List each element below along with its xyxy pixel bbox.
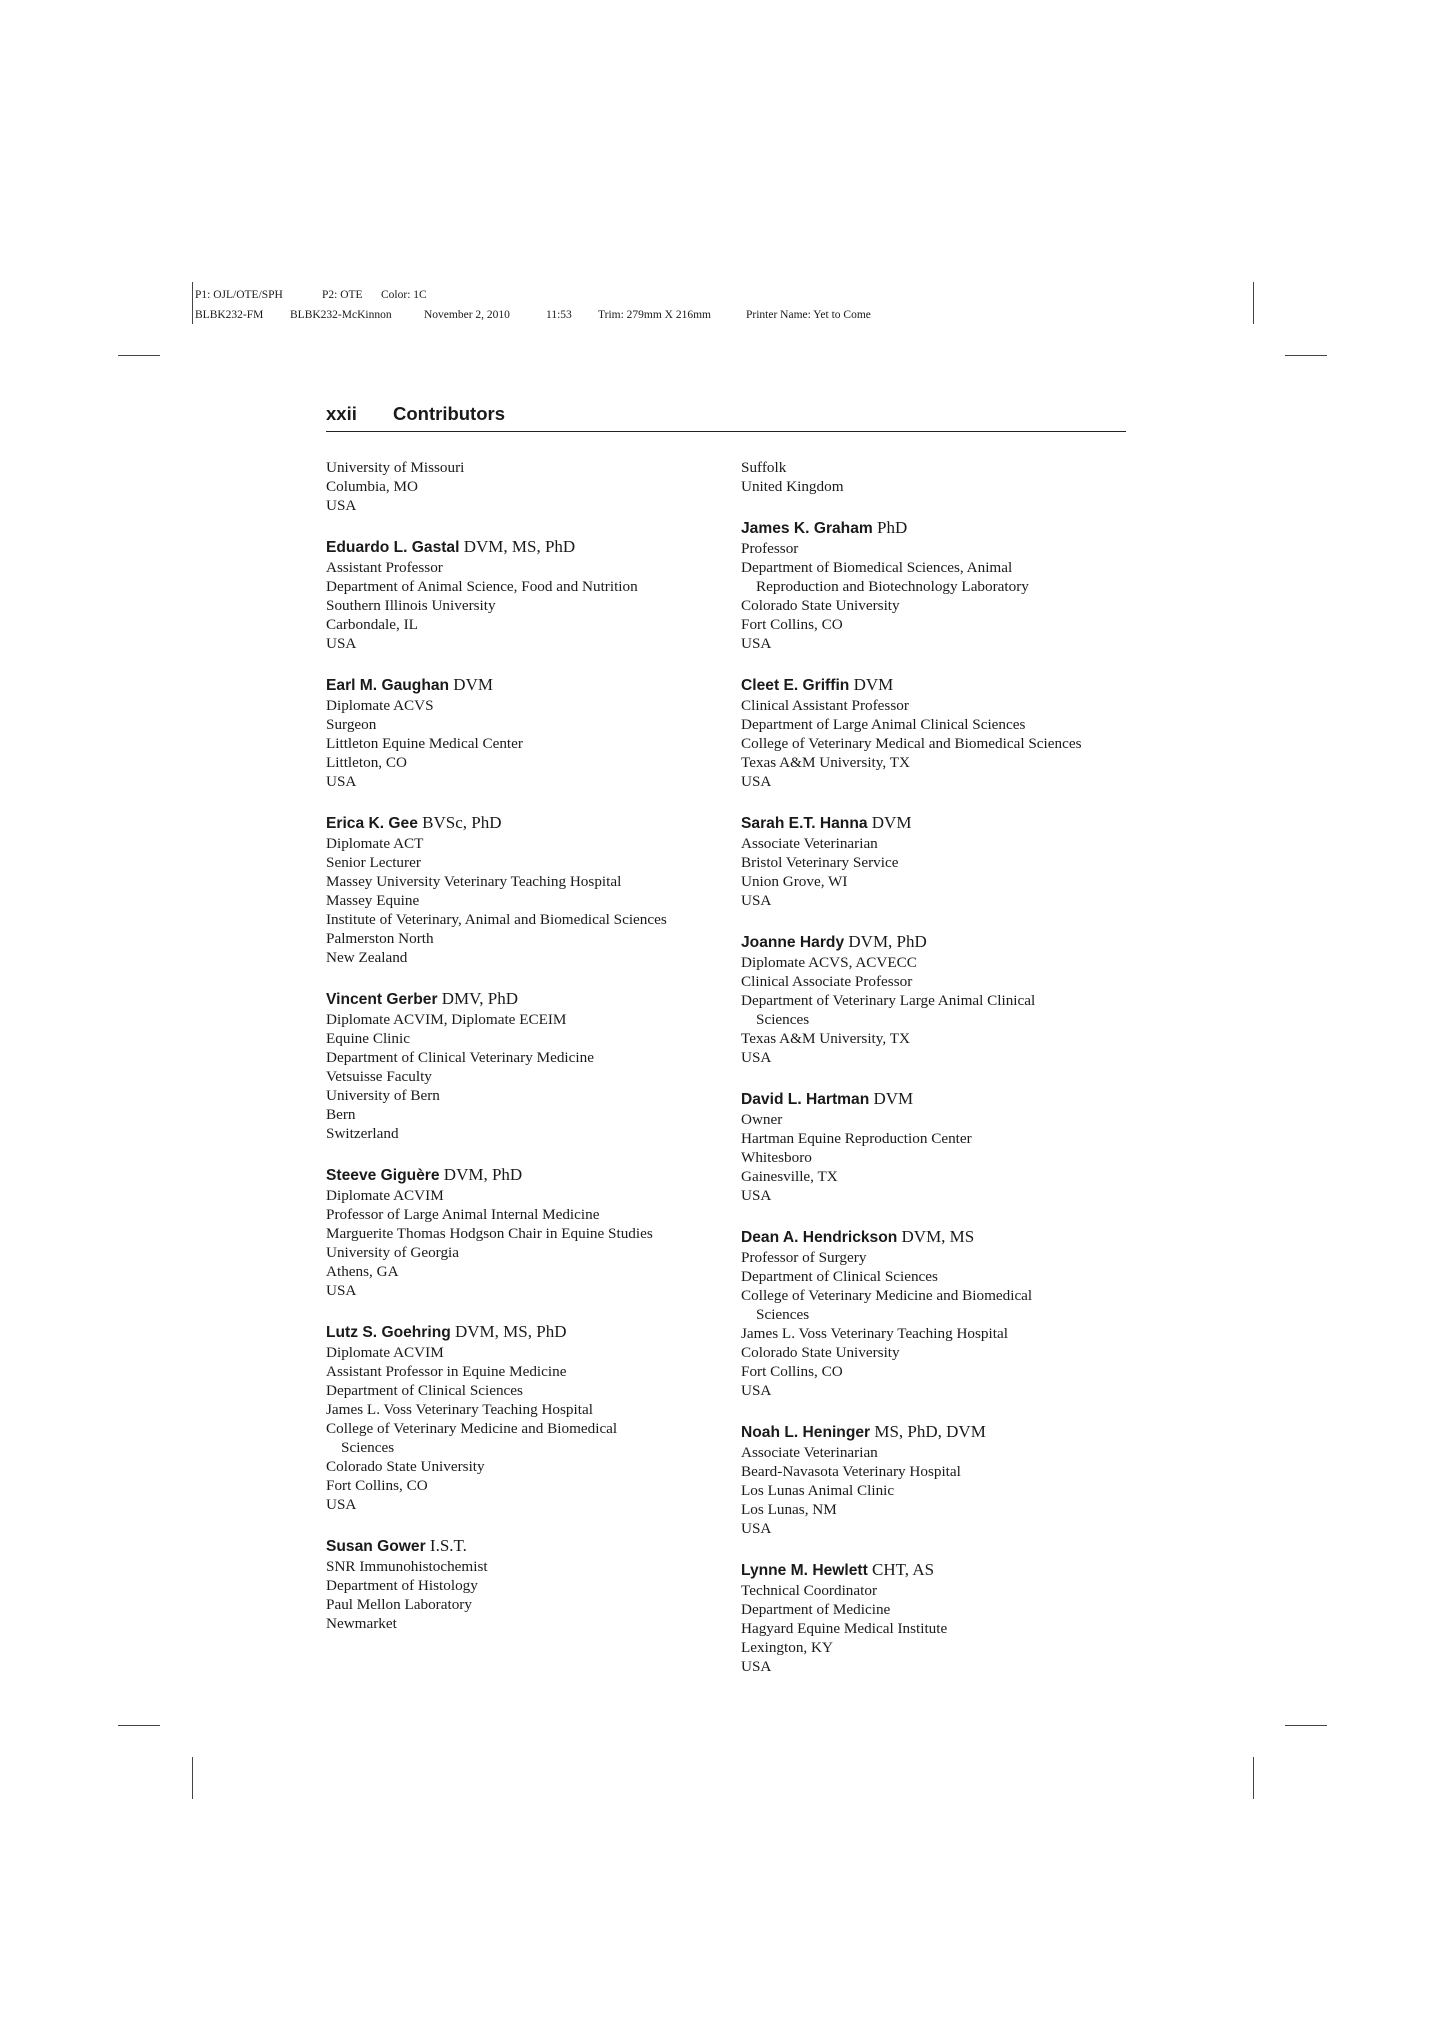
affiliation-line: Department of Veterinary Large Animal Clinical (741, 992, 1036, 1009)
contributor-entry (326, 674, 731, 791)
affiliation-line: Colorado State University (326, 1458, 485, 1475)
affiliation-line: Massey Equine (326, 892, 420, 909)
contributor-entry (741, 674, 1146, 791)
contributor-heading (326, 1321, 731, 1343)
contributor-heading (741, 517, 1146, 539)
contributor-entry (741, 1421, 1146, 1538)
affiliation-line: Department of Biomedical Sciences, Animal (741, 559, 1013, 576)
affiliation-line: Carbondale, IL (326, 616, 418, 633)
contributor-entry (741, 812, 1146, 910)
slug-text: Printer Name: Yet to Come (746, 309, 871, 321)
affiliation-line: Switzerland (326, 1125, 399, 1142)
contributor-entry-continued (741, 458, 1146, 496)
affiliation-line: Hagyard Equine Medical Institute (741, 1620, 948, 1637)
affiliation-line: Diplomate ACVS, ACVECC (741, 954, 917, 971)
contributor-entry (326, 1535, 731, 1633)
affiliation-line: Equine Clinic (326, 1030, 410, 1047)
affiliation-line: Colorado State University (741, 1344, 900, 1361)
crop-mark (1253, 1757, 1254, 1799)
crop-mark (1285, 355, 1327, 356)
affiliation-line: Department of Clinical Sciences (741, 1268, 938, 1285)
affiliation-line: Department of Clinical Sciences (326, 1382, 523, 1399)
contributor-credentials: MS, PhD, DVM (870, 1422, 986, 1441)
running-title: Contributors (393, 403, 506, 424)
affiliation-line: University of Bern (326, 1087, 440, 1104)
contributor-entry (741, 1088, 1146, 1205)
affiliation-line: Owner (741, 1111, 783, 1128)
contributor-credentials: DVM, MS (897, 1227, 975, 1246)
contributor-name: James K. Graham (741, 520, 873, 537)
slug-text: Color: 1C (381, 289, 427, 301)
affiliation-line: Diplomate ACT (326, 835, 424, 852)
contributor-credentials: I.S.T. (425, 1536, 467, 1555)
contributor-name: Joanne Hardy (741, 934, 845, 951)
affiliation-line: Sciences (756, 1011, 810, 1028)
affiliation-line: James L. Voss Veterinary Teaching Hospital (741, 1325, 1008, 1342)
affiliation-line: University of Missouri (326, 459, 465, 476)
affiliation-line: Los Lunas Animal Clinic (741, 1482, 895, 1499)
contributor-credentials: DVM, PhD (439, 1165, 523, 1184)
crop-mark (192, 1757, 193, 1799)
contributor-entry (741, 1559, 1146, 1676)
contributor-credentials: DVM, MS, PhD (450, 1322, 567, 1341)
affiliation-line: Professor (741, 540, 799, 557)
contributors-column-left (326, 458, 731, 1654)
crop-mark (192, 282, 193, 324)
affiliation-line: USA (741, 1049, 772, 1066)
affiliation-line: Senior Lecturer (326, 854, 421, 871)
affiliation-line: Paul Mellon Laboratory (326, 1596, 472, 1613)
contributor-name: Lynne M. Hewlett (741, 1562, 868, 1579)
contributor-heading (741, 674, 1146, 696)
contributor-entry (326, 812, 731, 967)
affiliation-line: Los Lunas, NM (741, 1501, 837, 1518)
affiliation-line: Professor of Surgery (741, 1249, 867, 1266)
contributor-entry-continued (326, 458, 731, 515)
running-header (326, 401, 1126, 432)
affiliation-line: USA (741, 1382, 772, 1399)
affiliation-line: SNR Immunohistochemist (326, 1558, 488, 1575)
contributor-entry (326, 988, 731, 1143)
affiliation-line: Department of Histology (326, 1577, 478, 1594)
affiliation-line: Sciences (341, 1439, 395, 1456)
affiliation-line: USA (741, 1520, 772, 1537)
affiliation-line: Professor of Large Animal Internal Medicine (326, 1206, 600, 1223)
slug-text: Trim: 279mm X 216mm (598, 309, 711, 321)
contributor-credentials: DVM (449, 675, 493, 694)
affiliation-line: New Zealand (326, 949, 408, 966)
slug-line-1 (195, 288, 427, 302)
affiliation-line: Fort Collins, CO (741, 616, 843, 633)
affiliation-line: Suffolk (741, 459, 787, 476)
affiliation-line: USA (326, 635, 357, 652)
affiliation-line: Marguerite Thomas Hodgson Chair in Equine Studies (326, 1225, 653, 1242)
contributor-entry (741, 1226, 1146, 1400)
affiliation-line: University of Georgia (326, 1244, 460, 1261)
affiliation-line: Diplomate ACVIM (326, 1344, 444, 1361)
affiliation-line: Bristol Veterinary Service (741, 854, 899, 871)
affiliation-line: USA (326, 1496, 357, 1513)
contributor-name: Noah L. Heninger (741, 1424, 871, 1441)
contributor-name: Sarah E.T. Hanna (741, 815, 868, 832)
contributor-heading (741, 1226, 1146, 1248)
affiliation-line: Columbia, MO (326, 478, 418, 495)
contributor-heading (326, 1535, 731, 1557)
slug-text: BLBK232-FM (195, 309, 264, 321)
contributor-heading (326, 674, 731, 696)
contributor-name: Dean A. Hendrickson (741, 1229, 898, 1246)
contributors-column-right (741, 458, 1146, 1697)
affiliation-line: USA (326, 1282, 357, 1299)
contributor-heading (326, 988, 731, 1010)
slug-text: P1: OJL/OTE/SPH (195, 289, 283, 301)
affiliation-line: Texas A&M University, TX (741, 1030, 910, 1047)
affiliation-line: Fort Collins, CO (326, 1477, 428, 1494)
contributor-entry (741, 517, 1146, 653)
affiliation-line: Diplomate ACVIM (326, 1187, 444, 1204)
crop-mark (1253, 282, 1254, 324)
contributor-heading (741, 1559, 1146, 1581)
contributor-name: Eduardo L. Gastal (326, 539, 460, 556)
contributor-entry (741, 931, 1146, 1067)
contributor-credentials: DVM, MS, PhD (459, 537, 576, 556)
crop-mark (118, 1725, 160, 1726)
contributor-name: Vincent Gerber (326, 991, 438, 1008)
contributor-name: Erica K. Gee (326, 815, 418, 832)
affiliation-line: Associate Veterinarian (741, 1444, 878, 1461)
affiliation-line: Lexington, KY (741, 1639, 833, 1656)
affiliation-line: Associate Veterinarian (741, 835, 878, 852)
contributor-credentials: DVM (867, 813, 912, 832)
contributor-entry (326, 1321, 731, 1514)
affiliation-line: College of Veterinary Medicine and Biomedical (326, 1420, 618, 1437)
slug-text: P2: OTE (322, 289, 363, 301)
contributor-name: Steeve Giguère (326, 1167, 440, 1184)
affiliation-line: USA (741, 892, 772, 909)
contributor-credentials: PhD (872, 518, 908, 537)
affiliation-line: Surgeon (326, 716, 377, 733)
affiliation-line: Fort Collins, CO (741, 1363, 843, 1380)
affiliation-line: College of Veterinary Medical and Biomedical Sciences (741, 735, 1082, 752)
affiliation-line: Vetsuisse Faculty (326, 1068, 432, 1085)
affiliation-line: Assistant Professor in Equine Medicine (326, 1363, 567, 1380)
affiliation-line: Beard-Navasota Veterinary Hospital (741, 1463, 961, 1480)
affiliation-line: Massey University Veterinary Teaching Hospital (326, 873, 622, 890)
contributor-heading (741, 931, 1146, 953)
contributor-credentials: DMV, PhD (437, 989, 518, 1008)
affiliation-line: Palmerston North (326, 930, 434, 947)
contributor-name: Cleet E. Griffin (741, 677, 850, 694)
contributor-heading (326, 536, 731, 558)
affiliation-line: Reproduction and Biotechnology Laboratory (756, 578, 1029, 595)
contributor-name: Lutz S. Goehring (326, 1324, 451, 1341)
affiliation-line: USA (326, 497, 357, 514)
crop-mark (118, 355, 160, 356)
contributor-credentials: DVM (869, 1089, 914, 1108)
affiliation-line: Bern (326, 1106, 356, 1123)
affiliation-line: USA (741, 635, 772, 652)
affiliation-line: Clinical Associate Professor (741, 973, 913, 990)
contributor-credentials: BVSc, PhD (417, 813, 502, 832)
contributor-credentials: DVM (849, 675, 894, 694)
affiliation-line: Sciences (756, 1306, 810, 1323)
affiliation-line: Department of Large Animal Clinical Sciences (741, 716, 1026, 733)
slug-text: 11:53 (546, 309, 572, 321)
affiliation-line: USA (741, 773, 772, 790)
affiliation-line: USA (326, 773, 357, 790)
affiliation-line: Department of Clinical Veterinary Medicine (326, 1049, 594, 1066)
affiliation-line: Institute of Veterinary, Animal and Biomedical Sciences (326, 911, 667, 928)
contributor-heading (741, 1088, 1146, 1110)
contributor-name: Susan Gower (326, 1538, 426, 1555)
affiliation-line: Union Grove, WI (741, 873, 848, 890)
contributor-entry (326, 1164, 731, 1300)
slug-line-2 (195, 308, 871, 322)
contributor-name: David L. Hartman (741, 1091, 870, 1108)
affiliation-line: Hartman Equine Reproduction Center (741, 1130, 972, 1147)
affiliation-line: Clinical Assistant Professor (741, 697, 909, 714)
affiliation-line: Southern Illinois University (326, 597, 496, 614)
affiliation-line: Diplomate ACVS (326, 697, 434, 714)
affiliation-line: James L. Voss Veterinary Teaching Hospital (326, 1401, 593, 1418)
affiliation-line: Department of Animal Science, Food and Nutrition (326, 578, 638, 595)
slug-text: BLBK232-McKinnon (290, 309, 392, 321)
affiliation-line: Gainesville, TX (741, 1168, 838, 1185)
affiliation-line: Assistant Professor (326, 559, 443, 576)
affiliation-line: Whitesboro (741, 1149, 812, 1166)
contributor-credentials: DVM, PhD (844, 932, 927, 951)
affiliation-line: Newmarket (326, 1615, 397, 1632)
page-number: xxii (326, 403, 357, 424)
affiliation-line: United Kingdom (741, 478, 844, 495)
affiliation-line: Colorado State University (741, 597, 900, 614)
affiliation-line: Diplomate ACVIM, Diplomate ECEIM (326, 1011, 567, 1028)
contributor-heading (741, 1421, 1146, 1443)
affiliation-line: Athens, GA (326, 1263, 399, 1280)
slug-text: November 2, 2010 (424, 309, 510, 321)
contributor-credentials: CHT, AS (867, 1560, 935, 1579)
affiliation-line: Department of Medicine (741, 1601, 891, 1618)
crop-mark (1285, 1725, 1327, 1726)
contributor-name: Earl M. Gaughan (326, 677, 450, 694)
contributor-entry (326, 536, 731, 653)
affiliation-line: Littleton Equine Medical Center (326, 735, 523, 752)
affiliation-line: College of Veterinary Medicine and Biomedical (741, 1287, 1033, 1304)
affiliation-line: Texas A&M University, TX (741, 754, 910, 771)
contributor-heading (326, 812, 731, 834)
affiliation-line: USA (741, 1658, 772, 1675)
affiliation-line: Littleton, CO (326, 754, 407, 771)
affiliation-line: USA (741, 1187, 772, 1204)
contributor-heading (741, 812, 1146, 834)
affiliation-line: Technical Coordinator (741, 1582, 877, 1599)
contributor-heading (326, 1164, 731, 1186)
